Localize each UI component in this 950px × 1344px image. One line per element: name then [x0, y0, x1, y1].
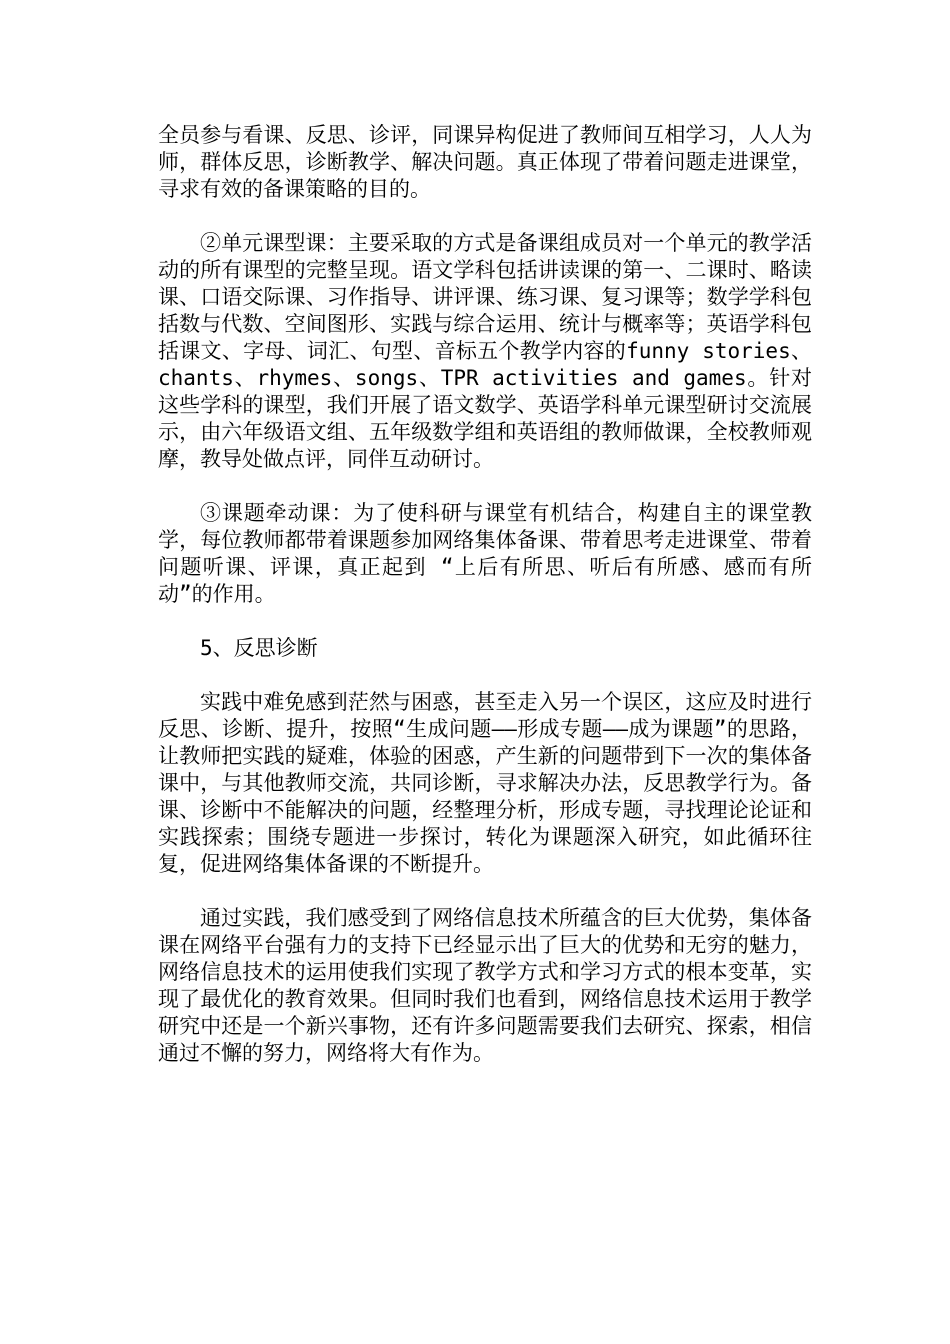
paragraph-topic-lesson: ③课题牵动课：为了使科研与课堂有机结合，构建自主的课堂教学，每位教师都带着课题参加网络集体备课、带着思考走进课堂、带着问题听课、评课，真正起到 “上后有所思、听后有所感、感而有所动”的作用。: [158, 501, 812, 606]
paragraph-peer-review: 全员参与看课、反思、诊评，同课异构促进了教师间互相学习，人人为师，群体反思，诊断教学、解决问题。真正体现了带着问题走进课堂，寻求有效的备课策略的目的。: [158, 123, 812, 201]
paragraph-reflection: 实践中难免感到茫然与困惑，甚至走入另一个误区，这应及时进行反思、诊断、提升，按照“生成问题——形成专题——成为课题”的思路，让教师把实践的疑难，体验的困惑，产生新的问题带到下一次的集体备课中，与其他教师交流，共同诊断，寻求解决办法，反思教学行为。备课、诊断中不能解决的问题，经整理分析，形成专题，寻找理论论证和实践探索；围绕专题进一步探讨，转化为课题深入研究，如此循环往复，促进网络集体备课的不断提升。: [158, 690, 812, 876]
section-heading: 5、反思诊断: [200, 636, 318, 660]
paragraph-conclusion: 通过实践，我们感受到了网络信息技术所蕴含的巨大优势，集体备课在网络平台强有力的支持下已经显示出了巨大的优势和无穷的魅力，网络信息技术的运用使我们实现了教学方式和学习方式的根本变革，实现了最优化的教育效果。但同时我们也看到，网络信息技术运用于教学研究中还是一个新兴事物，还有许多问题需要我们去研究、探索，相信通过不懈的努力，网络将大有作为。: [158, 906, 812, 1065]
paragraph-unit-lesson: ②单元课型课：主要采取的方式是备课组成员对一个单元的教学活动的所有课型的完整呈现。语文学科包括讲读课的第一、二课时、略读课、口语交际课、习作指导、讲评课、练习课、复习课等；数学学科包括数与代数、空间图形、实践与综合运用、统计与概率等；英语学科包括课文、字母、词汇、句型、音标五个教学内容的funny stories、chants、rhymes、songs、TPR activities and games。针对这些学科的课型，我们开展了语文数学、英语学科单元课型研讨交流展示，由六年级语文组、五年级数学组和英语组的教师做课，全校教师观摩，教导处做点评，同伴互动研讨。: [158, 231, 812, 471]
document-page: [158, 122, 812, 1094]
